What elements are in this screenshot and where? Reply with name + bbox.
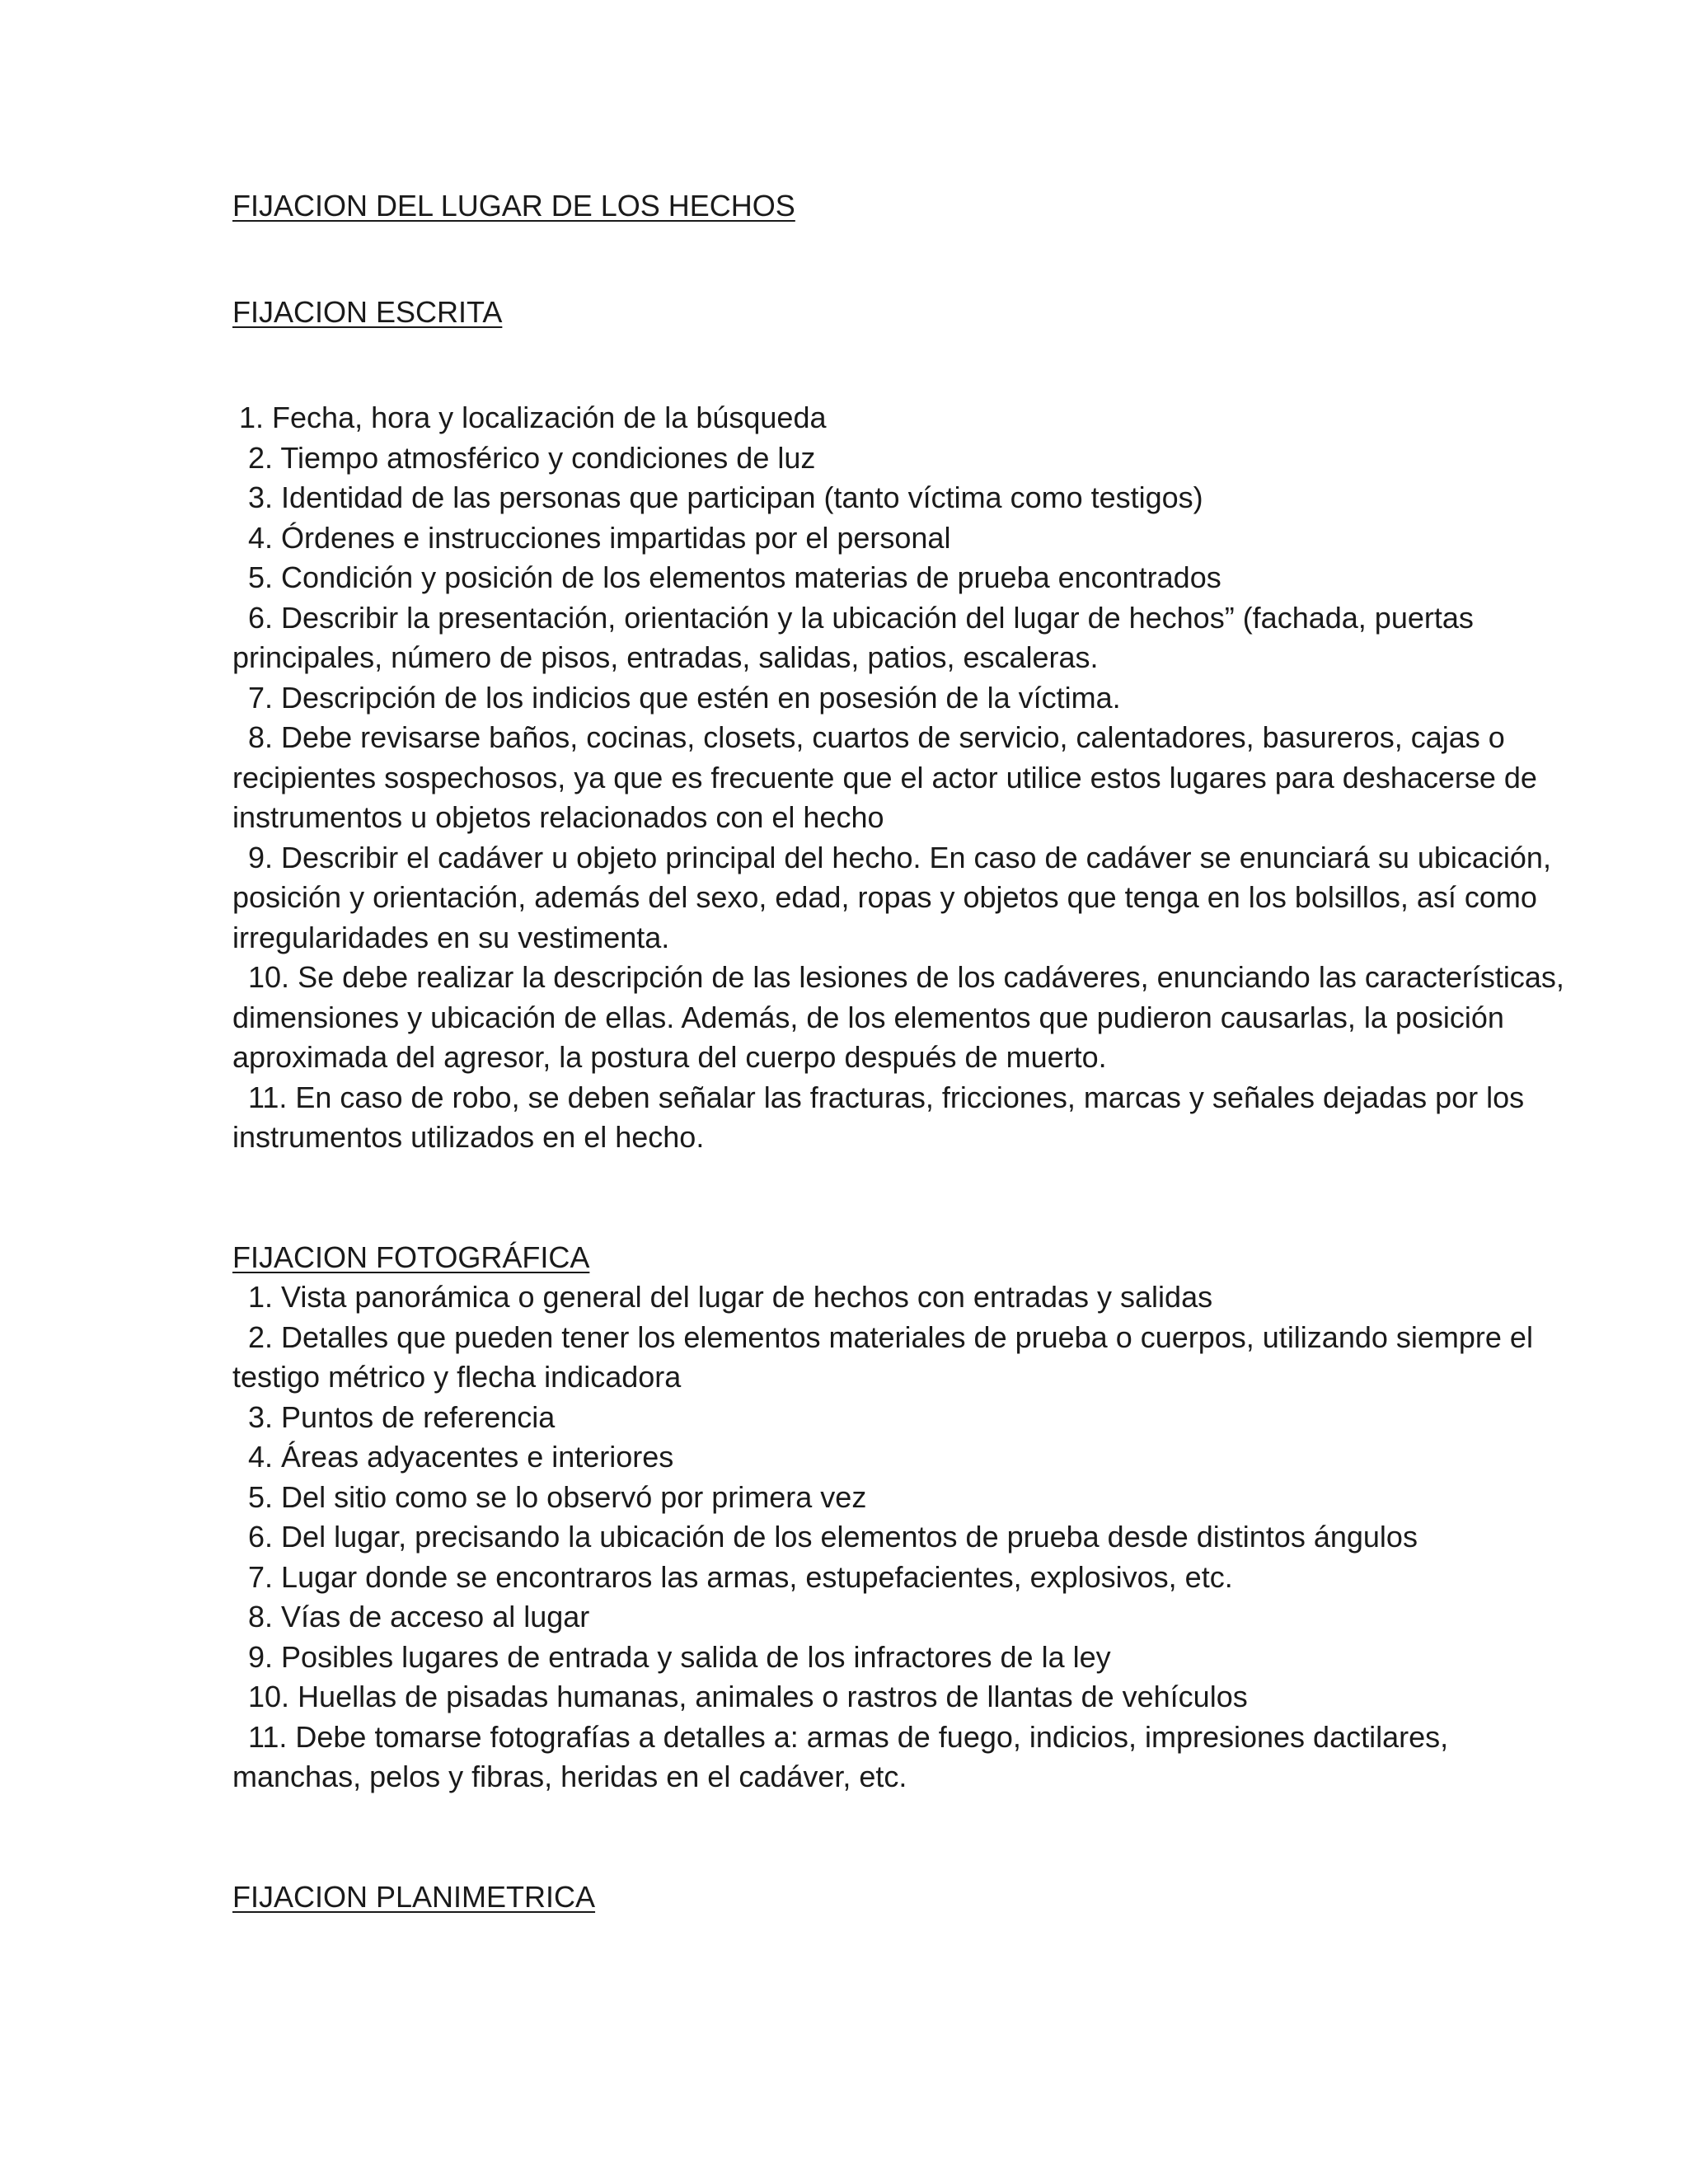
list-fotografica [232,1277,1584,1797]
list-item: 4. Órdenes e instrucciones impartidas por el personal [248,520,951,555]
section-heading-planimetrica: FIJACION PLANIMETRICA [232,1879,596,1914]
list-item: 7. Lugar donde se encontraros las armas, estupefacientes, explosivos, etc. [248,1559,1233,1594]
document-body [232,186,1584,1917]
list-item: 9. Posibles lugares de entrada y salida de los infractores de la ley [248,1639,1111,1674]
spacer [232,1158,1584,1238]
list-item: 6. Del lugar, precisando la ubicación de los elementos de prueba desde distintos ángulos [248,1520,1418,1554]
list-item: 3. Puntos de referencia [248,1399,556,1434]
list-item: 2. Detalles que pueden tener los elementos materiales de prueba o cuerpos, utilizando siempre el testigo métrico y flecha indicadora [232,1319,1533,1394]
section-heading-escrita: FIJACION ESCRITA [232,294,503,329]
list-item: 1. Vista panorámica o general del lugar de hechos con entradas y salidas [248,1280,1213,1314]
spacer [232,227,1584,293]
list-item: 3. Identidad de las personas que participan (tanto víctima como testigos) [248,480,1203,514]
list-item: 5. Del sitio como se lo observó por primera vez [248,1479,867,1514]
list-item: 7. Descripción de los indicios que estén en posesión de la víctima. [248,680,1121,715]
list-item: 8. Debe revisarse baños, cocinas, closets, cuartos de servicio, calentadores, basureros, cajas o recipientes sospechosos, ya que es frecuente que el actor utilice estos lugares para deshacerse de instrumentos u objetos relacionados con el hecho [232,720,1537,834]
list-item: 6. Describir la presentación, orientación y la ubicación del lugar de hechos” (fachada, puertas principales, número de pisos, entradas, salidas, patios, escaleras. [232,600,1474,674]
list-item: 8. Vías de acceso al lugar [248,1600,590,1633]
spacer [232,332,1584,398]
list-item: 1. Fecha, hora y localización de la búsqueda [239,401,827,434]
section-heading-fotografica: FIJACION FOTOGRÁFICA [232,1240,590,1274]
list-item: 10. Se debe realizar la descripción de las lesiones de los cadáveres, enunciando las características, dimensiones y ubicación de ellas. Además, de los elementos que pudieron causarlas, la posición aproximada del agresor, la postura del cuerpo después de muerto. [232,960,1564,1074]
list-escrita [232,398,1584,1158]
document-title: FIJACION DEL LUGAR DE LOS HECHOS [232,189,795,223]
list-item: 11. Debe tomarse fotografías a detalles a: armas de fuego, indicios, impresiones dactilares, manchas, pelos y fibras, heridas en el cadáver, etc. [232,1719,1449,1793]
list-item: 2. Tiempo atmosférico y condiciones de luz [248,440,816,475]
spacer [232,1797,1584,1877]
list-item: 10. Huellas de pisadas humanas, animales o rastros de llantas de vehículos [248,1680,1248,1713]
list-item: 9. Describir el cadáver u objeto principal del hecho. En caso de cadáver se enunciará su ubicación, posición y orientación, además del sexo, edad, ropas y objetos que tenga en los bolsillos, así como irregularidades en su vestimenta. [232,840,1551,954]
list-item: 5. Condición y posición de los elementos materias de prueba encontrados [248,560,1221,594]
list-item: 4. Áreas adyacentes e interiores [248,1440,674,1474]
list-item: 11. En caso de robo, se deben señalar las fracturas, fricciones, marcas y señales dejadas por los instrumentos utilizados en el hecho. [232,1080,1525,1154]
